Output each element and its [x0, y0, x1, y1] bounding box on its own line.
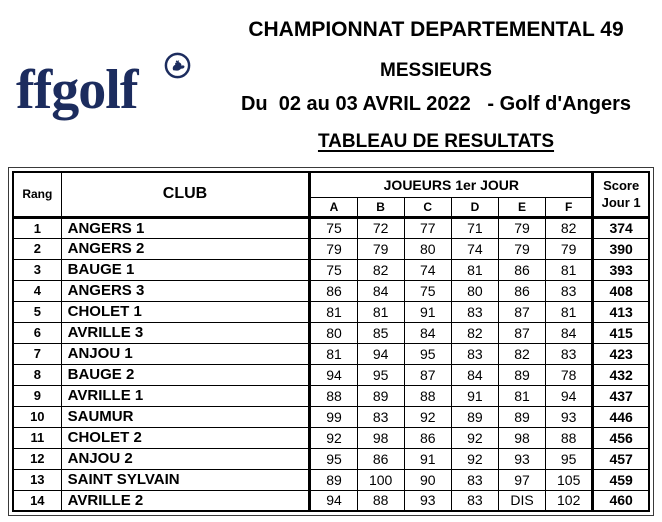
player-score-cell-f: 81 [546, 259, 593, 280]
player-score-cell-f: 78 [546, 364, 593, 385]
results-table [12, 171, 650, 512]
player-score-cell-a: 95 [310, 448, 357, 469]
table-row [13, 259, 649, 280]
player-score-cell-e: 79 [498, 217, 545, 238]
table-row [13, 364, 649, 385]
day1-total-cell: 432 [593, 364, 649, 385]
table-outer-frame [8, 167, 654, 516]
player-score-cell-b: 98 [357, 427, 404, 448]
player-score-cell-e: 81 [498, 385, 545, 406]
club-cell: AVRILLE 3 [61, 322, 310, 343]
rank-cell: 8 [13, 364, 61, 385]
player-score-cell-d: 92 [451, 448, 498, 469]
rank-cell: 14 [13, 490, 61, 511]
player-score-cell-d: 82 [451, 322, 498, 343]
player-score-cell-f: 102 [546, 490, 593, 511]
rank-cell: 13 [13, 469, 61, 490]
player-score-cell-b: 95 [357, 364, 404, 385]
player-score-cell-c: 95 [404, 343, 451, 364]
club-cell: AVRILLE 1 [61, 385, 310, 406]
player-score-cell-b: 100 [357, 469, 404, 490]
ffgolf-logo [16, 48, 196, 143]
club-cell: AVRILLE 2 [61, 490, 310, 511]
results-tbody [13, 217, 649, 511]
player-score-cell-d: 83 [451, 343, 498, 364]
player-score-cell-c: 75 [404, 280, 451, 301]
player-score-cell-a: 99 [310, 406, 357, 427]
player-score-cell-b: 85 [357, 322, 404, 343]
player-score-cell-e: 93 [498, 448, 545, 469]
player-score-cell-e: 79 [498, 238, 545, 259]
player-score-cell-e: 82 [498, 343, 545, 364]
rank-cell: 5 [13, 301, 61, 322]
club-cell: ANGERS 3 [61, 280, 310, 301]
player-score-cell-b: 81 [357, 301, 404, 322]
player-score-cell-e: 97 [498, 469, 545, 490]
player-score-cell-e: DIS [498, 490, 545, 511]
table-row [13, 238, 649, 259]
player-score-cell-d: 80 [451, 280, 498, 301]
table-row [13, 385, 649, 406]
column-header-player-f: F [546, 197, 593, 217]
rank-cell: 10 [13, 406, 61, 427]
club-cell: ANGERS 1 [61, 217, 310, 238]
player-score-cell-c: 74 [404, 259, 451, 280]
player-score-cell-a: 92 [310, 427, 357, 448]
day1-total-cell: 390 [593, 238, 649, 259]
player-score-cell-e: 87 [498, 301, 545, 322]
player-score-cell-e: 86 [498, 259, 545, 280]
player-score-cell-d: 74 [451, 238, 498, 259]
rooster-icon [164, 52, 191, 79]
player-score-cell-d: 89 [451, 406, 498, 427]
player-score-cell-b: 94 [357, 343, 404, 364]
rank-cell: 2 [13, 238, 61, 259]
player-score-cell-a: 94 [310, 364, 357, 385]
player-score-cell-c: 92 [404, 406, 451, 427]
day1-total-cell: 460 [593, 490, 649, 511]
day1-total-cell: 457 [593, 448, 649, 469]
player-score-cell-f: 93 [546, 406, 593, 427]
player-score-cell-c: 77 [404, 217, 451, 238]
rank-cell: 4 [13, 280, 61, 301]
player-score-cell-c: 87 [404, 364, 451, 385]
day1-total-cell: 413 [593, 301, 649, 322]
column-header-club: CLUB [61, 172, 310, 217]
club-cell: ANJOU 1 [61, 343, 310, 364]
club-cell: BAUGE 1 [61, 259, 310, 280]
table-row [13, 406, 649, 427]
day1-total-cell: 437 [593, 385, 649, 406]
player-score-cell-a: 94 [310, 490, 357, 511]
player-score-cell-a: 81 [310, 343, 357, 364]
player-score-cell-b: 89 [357, 385, 404, 406]
player-score-cell-f: 105 [546, 469, 593, 490]
player-score-cell-a: 75 [310, 259, 357, 280]
player-score-cell-d: 92 [451, 427, 498, 448]
player-score-cell-d: 83 [451, 490, 498, 511]
ffgolf-wordmark: ffgolf [16, 59, 138, 121]
table-row [13, 280, 649, 301]
rank-cell: 11 [13, 427, 61, 448]
club-cell: BAUGE 2 [61, 364, 310, 385]
player-score-cell-c: 88 [404, 385, 451, 406]
column-header-player-b: B [357, 197, 404, 217]
column-header-score-day1 [593, 172, 649, 217]
club-cell: ANGERS 2 [61, 238, 310, 259]
player-score-cell-b: 83 [357, 406, 404, 427]
day1-total-cell: 415 [593, 322, 649, 343]
table-row [13, 469, 649, 490]
player-score-cell-f: 84 [546, 322, 593, 343]
club-cell: SAINT SYLVAIN [61, 469, 310, 490]
document-header [0, 0, 662, 165]
day1-total-cell: 393 [593, 259, 649, 280]
club-cell: ANJOU 2 [61, 448, 310, 469]
date-and-venue: Du 02 au 03 AVRIL 2022 - Golf d'Angers [240, 93, 632, 115]
column-header-player-e: E [498, 197, 545, 217]
score-header-line2: Jour 1 [601, 195, 641, 211]
player-score-cell-b: 82 [357, 259, 404, 280]
player-score-cell-b: 79 [357, 238, 404, 259]
player-score-cell-a: 79 [310, 238, 357, 259]
player-score-cell-c: 86 [404, 427, 451, 448]
player-score-cell-f: 81 [546, 301, 593, 322]
rank-cell: 6 [13, 322, 61, 343]
player-score-cell-c: 93 [404, 490, 451, 511]
day1-total-cell: 423 [593, 343, 649, 364]
player-score-cell-a: 80 [310, 322, 357, 343]
player-score-cell-b: 72 [357, 217, 404, 238]
player-score-cell-d: 71 [451, 217, 498, 238]
player-score-cell-e: 87 [498, 322, 545, 343]
table-row [13, 343, 649, 364]
rank-cell: 1 [13, 217, 61, 238]
championship-title: CHAMPIONNAT DEPARTEMENTAL 49 [248, 18, 624, 41]
day1-total-cell: 374 [593, 217, 649, 238]
player-score-cell-e: 89 [498, 364, 545, 385]
player-score-cell-a: 86 [310, 280, 357, 301]
player-score-cell-b: 84 [357, 280, 404, 301]
player-score-cell-a: 75 [310, 217, 357, 238]
table-row [13, 490, 649, 511]
player-score-cell-a: 81 [310, 301, 357, 322]
club-cell: SAUMUR [61, 406, 310, 427]
player-score-cell-a: 89 [310, 469, 357, 490]
player-score-cell-f: 88 [546, 427, 593, 448]
rank-cell: 3 [13, 259, 61, 280]
table-row [13, 217, 649, 238]
table-row [13, 301, 649, 322]
player-score-cell-d: 83 [451, 301, 498, 322]
category-subtitle: MESSIEURS [380, 60, 492, 81]
player-score-cell-f: 79 [546, 238, 593, 259]
player-score-cell-c: 84 [404, 322, 451, 343]
player-score-cell-c: 91 [404, 448, 451, 469]
player-score-cell-d: 83 [451, 469, 498, 490]
column-header-player-a: A [310, 197, 357, 217]
player-score-cell-c: 91 [404, 301, 451, 322]
player-score-cell-e: 98 [498, 427, 545, 448]
column-header-player-c: C [404, 197, 451, 217]
rank-cell: 7 [13, 343, 61, 364]
club-cell: CHOLET 2 [61, 427, 310, 448]
table-row [13, 448, 649, 469]
player-score-cell-d: 81 [451, 259, 498, 280]
player-score-cell-f: 82 [546, 217, 593, 238]
player-score-cell-f: 94 [546, 385, 593, 406]
column-group-players-day1: JOUEURS 1er JOUR [310, 172, 593, 197]
player-score-cell-f: 83 [546, 280, 593, 301]
table-row [13, 427, 649, 448]
player-score-cell-b: 88 [357, 490, 404, 511]
results-table-title: TABLEAU DE RESULTATS [317, 131, 555, 152]
player-score-cell-d: 84 [451, 364, 498, 385]
player-score-cell-e: 86 [498, 280, 545, 301]
player-score-cell-c: 90 [404, 469, 451, 490]
player-score-cell-a: 88 [310, 385, 357, 406]
rank-cell: 12 [13, 448, 61, 469]
rank-cell: 9 [13, 385, 61, 406]
player-score-cell-e: 89 [498, 406, 545, 427]
day1-total-cell: 459 [593, 469, 649, 490]
player-score-cell-d: 91 [451, 385, 498, 406]
results-table-region [8, 167, 654, 522]
day1-total-cell: 446 [593, 406, 649, 427]
player-score-cell-f: 95 [546, 448, 593, 469]
player-score-cell-f: 83 [546, 343, 593, 364]
score-header-line1: Score [603, 177, 640, 193]
day1-total-cell: 408 [593, 280, 649, 301]
club-cell: CHOLET 1 [61, 301, 310, 322]
table-row [13, 322, 649, 343]
column-header-player-d: D [451, 197, 498, 217]
column-header-rank: Rang [13, 172, 61, 217]
day1-total-cell: 456 [593, 427, 649, 448]
player-score-cell-b: 86 [357, 448, 404, 469]
player-score-cell-c: 80 [404, 238, 451, 259]
